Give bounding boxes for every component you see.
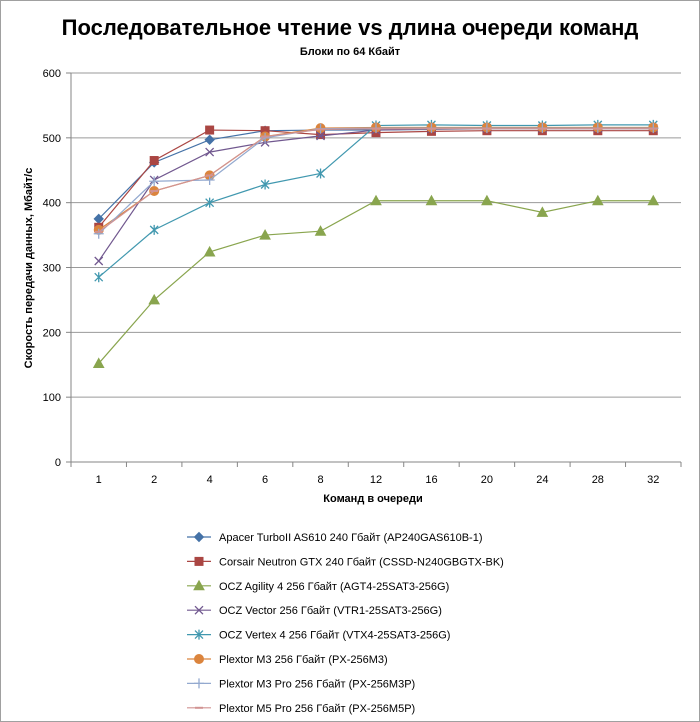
x-tick-label: 1 (95, 474, 102, 486)
legend-marker (195, 655, 204, 664)
series-line (99, 201, 654, 364)
x-tick-label: 4 (206, 474, 213, 486)
legend-label: Plextor M3 Pro 256 Гбайт (PX-256M3P) (219, 678, 416, 691)
legend-entry-1 (187, 532, 483, 544)
series-line (99, 128, 654, 234)
x-tick-label: 32 (647, 474, 660, 486)
legend-label: OCZ Agility 4 256 Гбайт (AGT4-25SAT3-256G) (219, 580, 450, 593)
x-tick-label: 28 (591, 474, 604, 486)
x-tick-label: 24 (536, 474, 549, 486)
series-line (99, 127, 654, 229)
chart-subtitle: Блоки по 64 Кбайт (299, 46, 401, 58)
legend-entry-5 (187, 630, 450, 642)
legend-marker (195, 533, 204, 542)
y-tick-label: 300 (42, 262, 61, 275)
legend-entry-2 (187, 556, 504, 568)
legend-entry-4 (187, 605, 442, 617)
legend-entry-7 (187, 678, 415, 690)
line-chart (1, 1, 699, 721)
data-point (150, 225, 158, 235)
y-tick-label: 100 (42, 392, 61, 405)
series-2 (95, 126, 658, 231)
data-point (95, 257, 103, 265)
legend (187, 532, 504, 715)
series-line (99, 130, 654, 227)
y-tick-label: 600 (42, 68, 61, 80)
legend-label: OCZ Vector 256 Гбайт (VTR1-25SAT3-256G) (219, 605, 442, 618)
y-tick-label: 500 (42, 132, 61, 145)
legend-marker (194, 678, 204, 688)
series-4 (95, 124, 658, 265)
series-3 (94, 196, 659, 368)
series-1 (94, 124, 658, 223)
data-point (206, 126, 214, 134)
series-line (99, 128, 654, 261)
legend-marker (195, 557, 203, 565)
legend-label: Apacer TurboII AS610 240 Гбайт (AP240GAS610B-1) (219, 532, 483, 544)
x-axis-title: Команд в очереди (323, 493, 423, 505)
x-tick-label: 6 (262, 474, 269, 486)
data-point (95, 272, 103, 282)
legend-entry-3 (187, 581, 449, 593)
y-tick-label: 0 (54, 457, 61, 469)
legend-label: Corsair Neutron GTX 240 Гбайт (CSSD-N240GBGTX-BK) (219, 556, 504, 569)
legend-label: OCZ Vertex 4 256 Гбайт (VTX4-25SAT3-256G) (219, 629, 451, 642)
y-axis-title: Скорость передачи данных, Мбайт/с (23, 167, 35, 369)
x-tick-label: 20 (480, 474, 494, 486)
y-tick-label: 200 (42, 327, 61, 340)
data-point (150, 157, 158, 165)
x-tick-label: 2 (151, 474, 158, 486)
series-7 (94, 123, 659, 239)
legend-entry-6 (187, 654, 388, 666)
data-point (316, 226, 326, 235)
x-tick-label: 8 (317, 474, 324, 486)
legend-entry-8 (187, 703, 415, 715)
legend-label: Plextor M5 Pro 256 Гбайт (PX-256M5P) (219, 702, 416, 715)
x-tick-label: 16 (425, 474, 438, 486)
series-line (99, 129, 654, 219)
y-tick-label: 400 (42, 197, 61, 210)
plot-area (43, 68, 681, 486)
legend-label: Plextor M3 256 Гбайт (PX-256M3) (219, 654, 388, 666)
data-point (205, 135, 214, 144)
chart-title: Последовательное чтение vs длина очереди команд (61, 15, 639, 40)
x-tick-label: 12 (369, 474, 383, 486)
